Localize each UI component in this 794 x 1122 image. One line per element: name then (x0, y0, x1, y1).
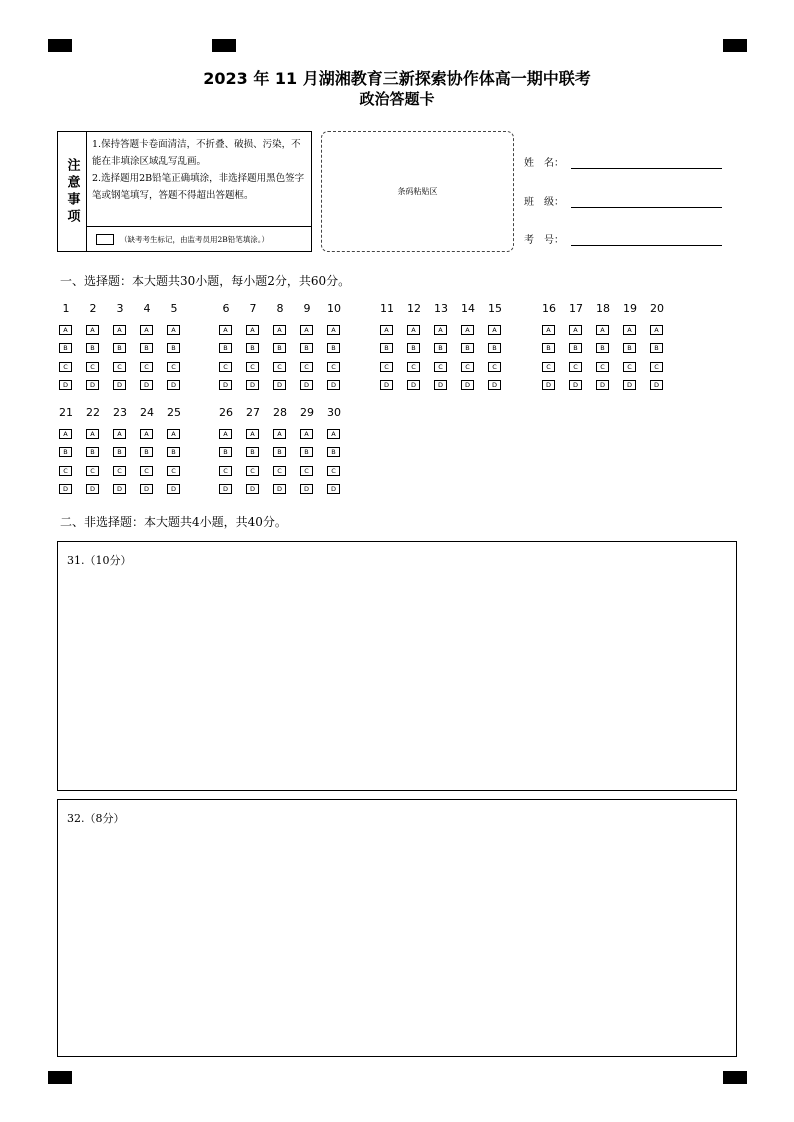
option-bubble-c[interactable]: C (434, 362, 447, 372)
option-bubble-c[interactable]: C (167, 466, 180, 476)
question-column (245, 302, 265, 390)
question-column (541, 302, 561, 390)
option-bubble-b[interactable]: B (59, 447, 72, 457)
option-bubble-d[interactable]: D (167, 380, 180, 390)
question-number: 7 (249, 302, 257, 315)
option-bubble-b[interactable]: B (246, 447, 259, 457)
option-bubble-c[interactable]: C (623, 362, 636, 372)
option-bubble-b[interactable]: B (327, 343, 340, 353)
option-bubble-b[interactable]: B (167, 447, 180, 457)
question-number: 15 (488, 302, 502, 315)
option-bubble-a[interactable]: A (327, 325, 340, 335)
option-bubble-a[interactable]: A (623, 325, 636, 335)
option-bubble-d[interactable]: D (300, 484, 313, 494)
option-bubble-a[interactable]: A (542, 325, 555, 335)
question-number: 12 (407, 302, 421, 315)
option-bubble-a[interactable]: A (327, 429, 340, 439)
option-bubble-c[interactable]: C (167, 362, 180, 372)
option-bubble-c[interactable]: C (488, 362, 501, 372)
option-bubble-c[interactable]: C (273, 466, 286, 476)
question-number: 27 (246, 406, 260, 419)
question-number: 21 (59, 406, 73, 419)
option-bubble-b[interactable]: B (219, 343, 232, 353)
question-number: 18 (596, 302, 610, 315)
option-bubble-a[interactable]: A (219, 325, 232, 335)
option-bubble-a[interactable]: A (300, 429, 313, 439)
question-column (166, 302, 186, 390)
section2-heading: 二、非选择题：本大题共4小题，共40分。 (60, 515, 287, 529)
option-bubble-c[interactable]: C (86, 466, 99, 476)
barcode-area: 条码粘贴区 (321, 131, 514, 252)
option-bubble-b[interactable]: B (86, 343, 99, 353)
question-column (406, 302, 426, 390)
option-bubble-b[interactable]: B (113, 447, 126, 457)
option-bubble-d[interactable]: D (380, 380, 393, 390)
question-column (326, 302, 346, 390)
option-bubble-a[interactable]: A (219, 429, 232, 439)
option-bubble-c[interactable]: C (542, 362, 555, 372)
option-bubble-c[interactable]: C (596, 362, 609, 372)
question-column (460, 302, 480, 390)
option-bubble-b[interactable]: B (246, 343, 259, 353)
option-bubble-c[interactable]: C (219, 362, 232, 372)
option-bubble-d[interactable]: D (140, 484, 153, 494)
option-bubble-d[interactable]: D (596, 380, 609, 390)
option-bubble-a[interactable]: A (59, 325, 72, 335)
option-bubble-a[interactable]: A (140, 325, 153, 335)
option-bubble-c[interactable]: C (246, 466, 259, 476)
option-bubble-d[interactable]: D (113, 484, 126, 494)
id-line[interactable] (571, 244, 722, 246)
question-column (649, 302, 669, 390)
option-bubble-a[interactable]: A (488, 325, 501, 335)
question-number: 9 (303, 302, 311, 315)
option-bubble-b[interactable]: B (86, 447, 99, 457)
class-label: 班 级： (524, 197, 564, 208)
question-column (85, 406, 105, 494)
option-bubble-b[interactable]: B (300, 447, 313, 457)
question-column (139, 406, 159, 494)
notice-item-2: 2.选择题用2B铅笔正确填涂，非选择题用黑色签字笔或钢笔填写，答题不得超出答题框。 (92, 173, 305, 201)
question-column (299, 406, 319, 494)
option-bubble-b[interactable]: B (327, 447, 340, 457)
option-bubble-c[interactable]: C (569, 362, 582, 372)
option-bubble-d[interactable]: D (219, 380, 232, 390)
option-bubble-c[interactable]: C (59, 466, 72, 476)
question-number: 11 (380, 302, 394, 315)
option-bubble-c[interactable]: C (380, 362, 393, 372)
page-title: 2023 年 11 月湖湘教育三新探索协作体高一期中联考 (203, 69, 591, 88)
option-bubble-d[interactable]: D (569, 380, 582, 390)
question-column (326, 406, 346, 494)
question-number: 8 (276, 302, 284, 315)
question-number: 17 (569, 302, 583, 315)
question-number: 29 (300, 406, 314, 419)
question-number: 20 (650, 302, 664, 315)
option-bubble-d[interactable]: D (407, 380, 420, 390)
notice-label: 注意事项 (58, 132, 87, 251)
option-bubble-d[interactable]: D (327, 484, 340, 494)
question-number: 14 (461, 302, 475, 315)
question-column (272, 406, 292, 494)
question-number: 6 (222, 302, 230, 315)
option-bubble-d[interactable]: D (167, 484, 180, 494)
question-column (218, 406, 238, 494)
question-number: 2 (89, 302, 97, 315)
option-bubble-c[interactable]: C (113, 466, 126, 476)
question-column (58, 406, 78, 494)
question-number: 28 (273, 406, 287, 419)
option-bubble-c[interactable]: C (300, 362, 313, 372)
option-bubble-b[interactable]: B (380, 343, 393, 353)
option-bubble-a[interactable]: A (273, 325, 286, 335)
question-number: 19 (623, 302, 637, 315)
question-number: 5 (170, 302, 178, 315)
option-bubble-b[interactable]: B (140, 447, 153, 457)
option-bubble-d[interactable]: D (59, 380, 72, 390)
option-bubble-a[interactable]: A (273, 429, 286, 439)
question-column (595, 302, 615, 390)
question-number: 10 (327, 302, 341, 315)
section1-heading: 一、选择题：本大题共30小题，每小题2分，共60分。 (60, 274, 351, 288)
option-bubble-d[interactable]: D (488, 380, 501, 390)
option-bubble-d[interactable]: D (246, 380, 259, 390)
question-number: 30 (327, 406, 341, 419)
question-column (58, 302, 78, 390)
page-subtitle: 政治答题卡 (359, 90, 435, 108)
option-bubble-b[interactable]: B (434, 343, 447, 353)
option-bubble-b[interactable]: B (300, 343, 313, 353)
option-bubble-c[interactable]: C (327, 466, 340, 476)
absent-checkbox[interactable] (96, 234, 114, 245)
question-column (85, 302, 105, 390)
option-bubble-b[interactable]: B (488, 343, 501, 353)
question-column (433, 302, 453, 390)
option-bubble-a[interactable]: A (167, 429, 180, 439)
question-column (299, 302, 319, 390)
question-number: 16 (542, 302, 556, 315)
alignment-mark-top-left (48, 39, 72, 52)
question-number: 3 (116, 302, 124, 315)
question-column (272, 302, 292, 390)
option-bubble-a[interactable]: A (246, 429, 259, 439)
option-bubble-c[interactable]: C (273, 362, 286, 372)
option-bubble-a[interactable]: A (461, 325, 474, 335)
question-number: 23 (113, 406, 127, 419)
option-bubble-a[interactable]: A (596, 325, 609, 335)
name-field[interactable] (524, 154, 722, 169)
absent-note: （缺考考生标记，由监考员用2B铅笔填涂。） (120, 234, 270, 244)
question-number: 22 (86, 406, 100, 419)
option-bubble-b[interactable]: B (596, 343, 609, 353)
question-column (112, 406, 132, 494)
option-bubble-c[interactable]: C (219, 466, 232, 476)
question-label: 32.（8分） (67, 812, 125, 825)
option-bubble-b[interactable]: B (167, 343, 180, 353)
option-bubble-b[interactable]: B (273, 447, 286, 457)
alignment-mark-bottom-left (48, 1071, 72, 1084)
option-bubble-d[interactable]: D (59, 484, 72, 494)
notice-box (57, 131, 312, 252)
alignment-mark-top-right (723, 39, 747, 52)
option-bubble-d[interactable]: D (461, 380, 474, 390)
notice-item-1: 1.保持答题卡卷面清洁，不折叠、破损、污染，不能在非填涂区域乱写乱画。 (92, 139, 301, 167)
answer-box-31[interactable] (57, 541, 737, 791)
question-number: 1 (62, 302, 70, 315)
option-bubble-d[interactable]: D (219, 484, 232, 494)
option-bubble-c[interactable]: C (140, 466, 153, 476)
question-number: 24 (140, 406, 154, 419)
option-bubble-a[interactable]: A (650, 325, 663, 335)
option-bubble-c[interactable]: C (59, 362, 72, 372)
option-bubble-c[interactable]: C (407, 362, 420, 372)
option-bubble-b[interactable]: B (407, 343, 420, 353)
alignment-mark-bottom-right (723, 1071, 747, 1084)
name-line[interactable] (571, 167, 722, 169)
option-bubble-c[interactable]: C (650, 362, 663, 372)
question-column (112, 302, 132, 390)
option-bubble-a[interactable]: A (300, 325, 313, 335)
question-column (139, 302, 159, 390)
option-bubble-d[interactable]: D (623, 380, 636, 390)
option-bubble-a[interactable]: A (140, 429, 153, 439)
option-bubble-a[interactable]: A (380, 325, 393, 335)
option-bubble-d[interactable]: D (113, 380, 126, 390)
question-column (487, 302, 507, 390)
option-bubble-d[interactable]: D (273, 484, 286, 494)
option-bubble-c[interactable]: C (327, 362, 340, 372)
option-bubble-d[interactable]: D (86, 380, 99, 390)
option-bubble-c[interactable]: C (461, 362, 474, 372)
absent-mark-row (87, 227, 311, 251)
alignment-mark-top-center (212, 39, 236, 52)
class-line[interactable] (571, 206, 722, 208)
option-bubble-c[interactable]: C (140, 362, 153, 372)
option-bubble-a[interactable]: A (407, 325, 420, 335)
option-bubble-b[interactable]: B (219, 447, 232, 457)
option-bubble-b[interactable]: B (113, 343, 126, 353)
option-bubble-a[interactable]: A (59, 429, 72, 439)
option-bubble-b[interactable]: B (59, 343, 72, 353)
question-column (622, 302, 642, 390)
option-bubble-a[interactable]: A (246, 325, 259, 335)
question-column (218, 302, 238, 390)
option-bubble-a[interactable]: A (113, 429, 126, 439)
option-bubble-d[interactable]: D (246, 484, 259, 494)
option-bubble-d[interactable]: D (300, 380, 313, 390)
question-number: 4 (143, 302, 151, 315)
option-bubble-a[interactable]: A (86, 429, 99, 439)
option-bubble-d[interactable]: D (542, 380, 555, 390)
question-number: 25 (167, 406, 181, 419)
option-bubble-a[interactable]: A (113, 325, 126, 335)
option-bubble-c[interactable]: C (113, 362, 126, 372)
question-number: 26 (219, 406, 233, 419)
answer-box-32[interactable] (57, 799, 737, 1057)
question-number: 13 (434, 302, 448, 315)
option-bubble-c[interactable]: C (86, 362, 99, 372)
question-column (568, 302, 588, 390)
question-column (379, 302, 399, 390)
option-bubble-d[interactable]: D (327, 380, 340, 390)
option-bubble-c[interactable]: C (246, 362, 259, 372)
option-bubble-a[interactable]: A (167, 325, 180, 335)
option-bubble-b[interactable]: B (461, 343, 474, 353)
option-bubble-b[interactable]: B (542, 343, 555, 353)
option-bubble-b[interactable]: B (569, 343, 582, 353)
option-bubble-d[interactable]: D (140, 380, 153, 390)
option-bubble-a[interactable]: A (434, 325, 447, 335)
question-column (166, 406, 186, 494)
id-field[interactable] (524, 231, 722, 246)
question-label: 31.（10分） (67, 554, 132, 567)
name-label: 姓 名： (524, 158, 564, 169)
option-bubble-b[interactable]: B (140, 343, 153, 353)
option-bubble-b[interactable]: B (623, 343, 636, 353)
option-bubble-b[interactable]: B (650, 343, 663, 353)
option-bubble-a[interactable]: A (569, 325, 582, 335)
option-bubble-d[interactable]: D (434, 380, 447, 390)
notice-body (87, 132, 311, 227)
class-field[interactable] (524, 193, 722, 208)
option-bubble-a[interactable]: A (86, 325, 99, 335)
option-bubble-d[interactable]: D (650, 380, 663, 390)
option-bubble-d[interactable]: D (273, 380, 286, 390)
id-label: 考 号： (524, 235, 564, 246)
option-bubble-b[interactable]: B (273, 343, 286, 353)
option-bubble-d[interactable]: D (86, 484, 99, 494)
option-bubble-c[interactable]: C (300, 466, 313, 476)
question-column (245, 406, 265, 494)
